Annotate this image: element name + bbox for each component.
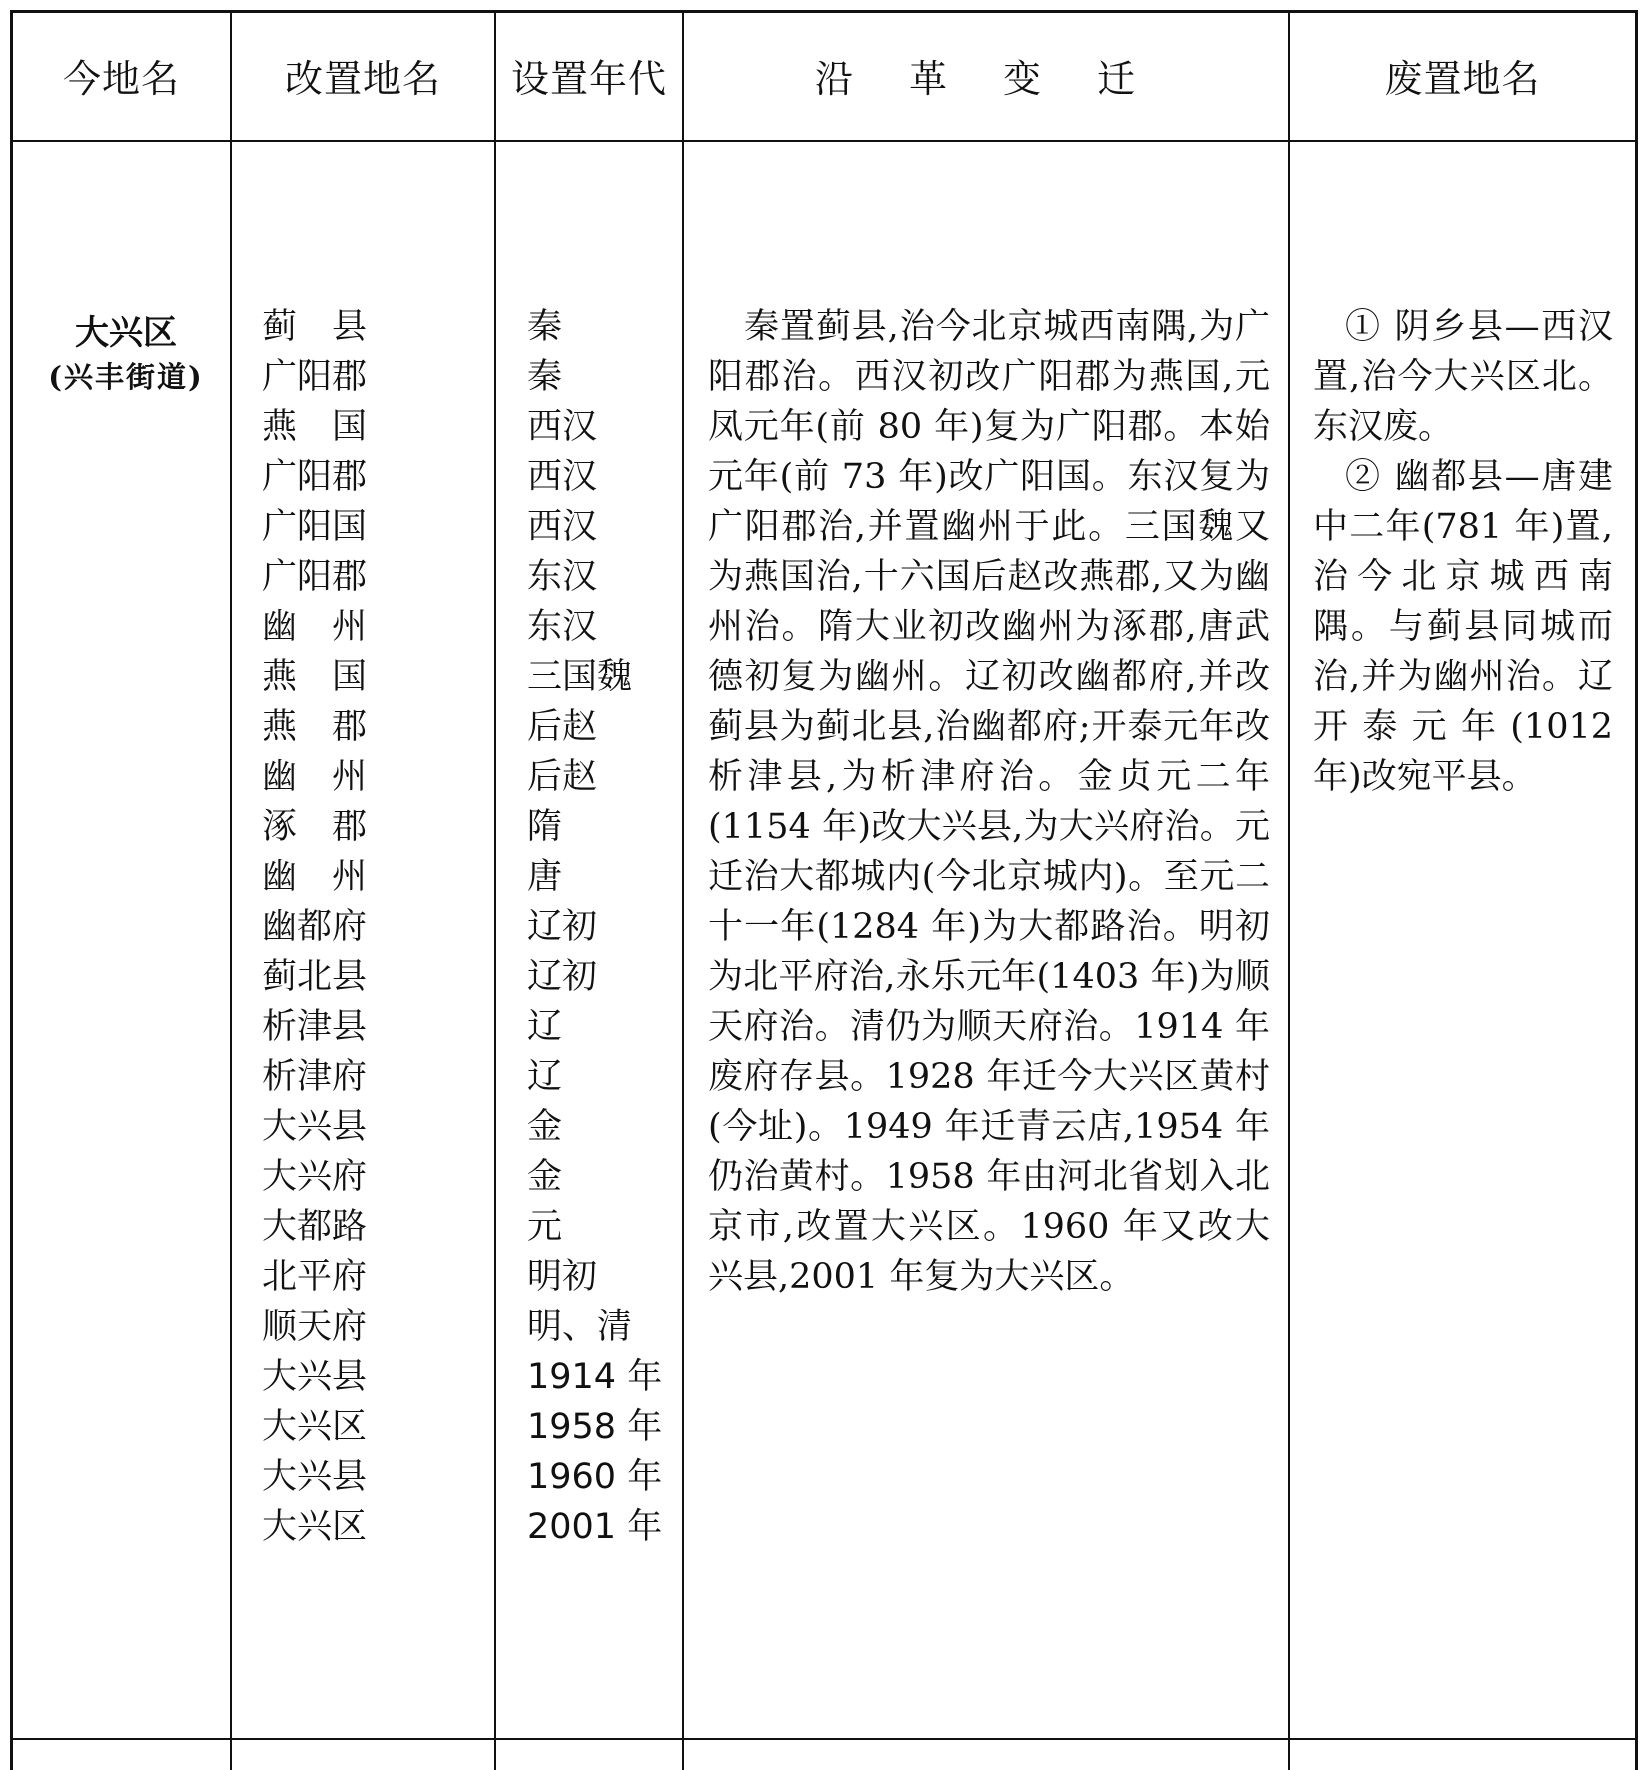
changed-name-item: 大兴府	[262, 1157, 368, 1197]
era-item: 金	[527, 1107, 563, 1147]
abolished-entry: ① 阴乡县—西汉置,治今大兴区北。东汉废。	[1313, 307, 1613, 447]
row-bottom-divider	[10, 1738, 1638, 1740]
abolished-entry: ② 幽都县—唐建中二年(781 年)置,治今北京城西南隅。与蓟县同城而治,并为幽州治。辽开泰元年(1012 年)改宛平县。	[1313, 457, 1613, 797]
changed-name-item: 广阳郡	[262, 357, 368, 397]
era-item: 辽初	[527, 957, 598, 997]
changed-name-item: 蓟北县	[262, 957, 368, 997]
era-item: 西汉	[527, 507, 598, 547]
changed-name-item: 燕 国	[262, 407, 368, 447]
era-item: 东汉	[527, 557, 598, 597]
header-divider	[10, 140, 1638, 142]
era-item: 辽初	[527, 907, 598, 947]
era-item: 明初	[527, 1257, 598, 1297]
abolished-names	[1313, 302, 1613, 802]
era-item: 后赵	[527, 707, 598, 747]
today-place-subname: (兴丰街道)	[48, 360, 204, 394]
changed-name-item: 广阳郡	[262, 557, 368, 597]
header-abolished: 废置地名	[1384, 56, 1541, 101]
changed-name-item: 大兴县	[262, 1107, 368, 1147]
changed-name-item: 燕 国	[262, 657, 368, 697]
eras-list	[527, 302, 662, 1552]
changed-name-item: 顺天府	[262, 1307, 368, 1347]
changed-name-item: 幽 州	[262, 857, 368, 897]
era-item: 秦	[527, 357, 563, 397]
column-divider	[230, 10, 232, 1770]
era-item: 西汉	[527, 407, 598, 447]
era-item: 辽	[527, 1007, 563, 1047]
era-item: 2001 年	[527, 1507, 663, 1547]
changed-name-item: 大兴区	[262, 1407, 368, 1447]
header-changed-name: 改置地名	[284, 56, 441, 101]
changed-name-item: 大兴区	[262, 1507, 368, 1547]
era-item: 唐	[527, 857, 563, 897]
era-item: 西汉	[527, 457, 598, 497]
era-item: 后赵	[527, 757, 598, 797]
changed-name-item: 大兴县	[262, 1357, 368, 1397]
changed-name-item: 大都路	[262, 1207, 368, 1247]
era-item: 隋	[527, 807, 563, 847]
column-divider	[494, 10, 496, 1770]
changed-name-item: 析津县	[262, 1007, 368, 1047]
changed-name-item: 蓟 县	[262, 307, 368, 347]
header-era: 设置年代	[510, 56, 667, 101]
changed-name-item: 北平府	[262, 1257, 368, 1297]
era-item: 辽	[527, 1057, 563, 1097]
column-divider	[682, 10, 684, 1770]
era-item: 秦	[527, 307, 563, 347]
changed-name-item: 幽 州	[262, 607, 368, 647]
era-item: 金	[527, 1157, 563, 1197]
header-history: 沿 革 变 迁	[814, 56, 1158, 101]
header-today-name: 今地名	[62, 56, 180, 101]
era-item: 东汉	[527, 607, 598, 647]
era-item: 元	[527, 1207, 563, 1247]
history-text: 秦置蓟县,治今北京城西南隅,为广阳郡治。西汉初改广阳郡为燕国,元凤元年(前 80 年)复为广阳郡。本始元年(前 73 年)改广阳国。东汉复为广阳郡治,并置幽州于此。三国魏又为燕国治,十六国后赵改燕郡,又为幽州治。隋大业初改幽州为涿郡,唐武德初复为幽州。辽初改幽都府,并改蓟县为蓟北县,治幽都府;开泰元年改析津县,为析津府治。金贞元二年(1154 年)改大兴县,为大兴府治。元迁治大都城内(今北京城内)。至元二十一年(1284 年)为大都路治。明初为北平府治,永乐元年(1403 年)为顺天府治。清仍为顺天府治。1914 年废府存县。1928 年迁今大兴区黄村(今址)。1949 年迁青云店,1954 年仍治黄村。1958 年由河北省划入北京市,改置大兴区。1960 年又改大兴县,2001 年复为大兴区。	[708, 307, 1270, 1297]
era-item: 1960 年	[527, 1457, 663, 1497]
era-item: 1914 年	[527, 1357, 663, 1397]
changed-name-item: 析津府	[262, 1057, 368, 1097]
changed-name-item: 广阳国	[262, 507, 368, 547]
changed-name-item: 大兴县	[262, 1457, 368, 1497]
changed-name-item: 幽 州	[262, 757, 368, 797]
changed-name-item: 燕 郡	[262, 707, 368, 747]
changed-name-item: 广阳郡	[262, 457, 368, 497]
era-item: 明、清	[527, 1307, 633, 1347]
column-divider	[1288, 10, 1290, 1770]
changed-name-item: 幽都府	[262, 907, 368, 947]
today-place-name: 大兴区	[75, 313, 177, 353]
era-item: 三国魏	[527, 657, 633, 697]
changed-names-list	[262, 302, 367, 1552]
changed-name-item: 涿 郡	[262, 807, 368, 847]
era-item: 1958 年	[527, 1407, 663, 1447]
